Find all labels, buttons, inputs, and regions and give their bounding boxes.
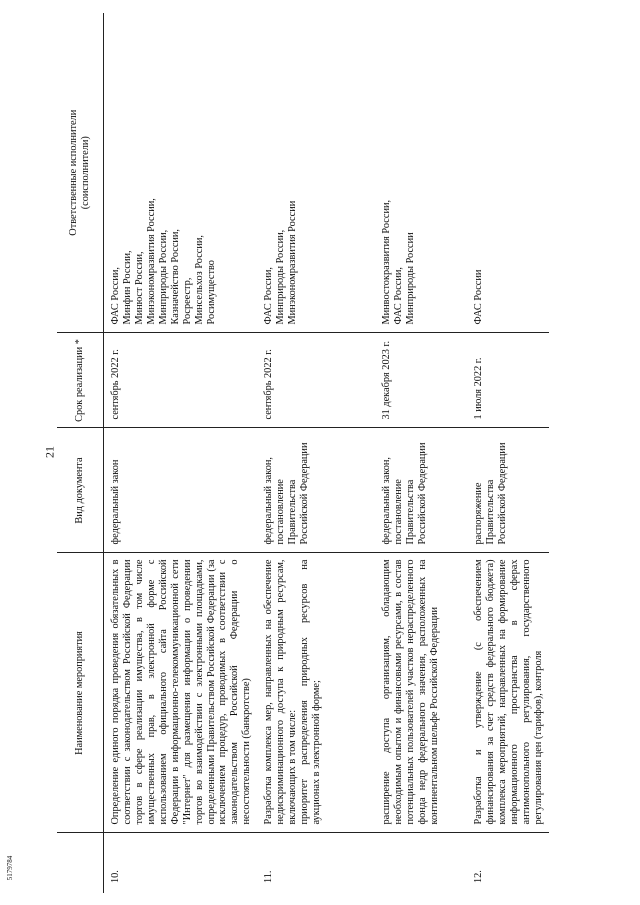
row-name: Определение единого порядка проведения обязательных в соответствии с законодательством Российской Федерации торгов в сфере реализации имущества, в том числе имущественных прав, в электронной форме с использованием официального сайта Российской Федерации в информационно-телекоммуникационной сети "Интернет" для размещения информации о проведении торгов во взаимодействии с электронными площадками, определенными Правительством Российской Федерации (за исключением процедур, проводимых в соответствии с законодательством Российской Федерации о несостоятельности (банкротстве) <box>104 553 258 833</box>
row-responsible: ФАС России, Минфин России, Минюст России, Минэкономразвития России, Минприроды России, Казначейство России, Росреестр, Минсельхоз России, Росимущество <box>104 13 258 333</box>
row-deadline: 1 июля 2022 г. <box>467 333 549 428</box>
row-doc-type: распоряжение Правительства Российской Федерации <box>467 428 549 553</box>
row-number: 12. <box>473 870 485 883</box>
row-doc-type: федеральный закон <box>104 428 258 553</box>
row-number: 11. <box>263 870 275 883</box>
table-row <box>104 13 258 893</box>
header-number <box>57 833 104 893</box>
table-row <box>375 13 467 893</box>
row-name: расширение доступа организациям, обладающим необходимым опытом и финансовыми ресурсами, в состав потенциальных пользователей участков нераспределенного фонда недр федерального значения, расположенных на континентальном шельфе Российской Федерации <box>375 553 467 833</box>
measures-table <box>57 13 549 893</box>
table-row <box>467 13 549 893</box>
row-deadline: сентябрь 2022 г. <box>257 333 375 428</box>
table-row <box>257 13 375 893</box>
row-name: Разработка и утверждение (с обеспечением финансирования за счет средств федерального бюджета) комплекса мероприятий, направленных на формирование информационного пространства в сферах антимонопольного регулирования, государственного регулирования цен (тарифов), контроля <box>467 553 549 833</box>
row-name-item: приоритет распределения природных ресурсов на аукционах в электронной форме; <box>299 559 322 825</box>
row-doc-type: федеральный закон, постановление Правительства Российской Федерации <box>375 428 467 553</box>
header-row <box>57 13 104 893</box>
row-doc-type: федеральный закон, постановление Правительства Российской Федерации <box>257 428 375 553</box>
header-doc-type: Вид документа <box>57 428 104 553</box>
row-responsible: Минвостокразвития России, ФАС России, Минприроды России <box>375 13 467 333</box>
rotated-table-container <box>57 13 633 893</box>
row-deadline: 31 декабря 2023 г. <box>375 333 467 428</box>
row-number: 10. <box>110 870 121 883</box>
row-number <box>375 833 467 893</box>
header-deadline: Срок реализации * <box>57 333 104 428</box>
row-name <box>257 553 375 833</box>
row-responsible: ФАС России, Минприроды России, Минэкономразвития России <box>257 13 375 333</box>
header-name: Наименование мероприятия <box>57 553 104 833</box>
row-name-intro: Разработка комплекса мер, направленных на обеспечение недискриминационного доступа к природным ресурсам, включающих в том числе: <box>263 559 299 825</box>
row-responsible: ФАС России <box>467 13 549 333</box>
header-responsible: Ответственные исполнители (соисполнители) <box>57 13 104 333</box>
row-deadline: сентябрь 2022 г. <box>104 333 258 428</box>
